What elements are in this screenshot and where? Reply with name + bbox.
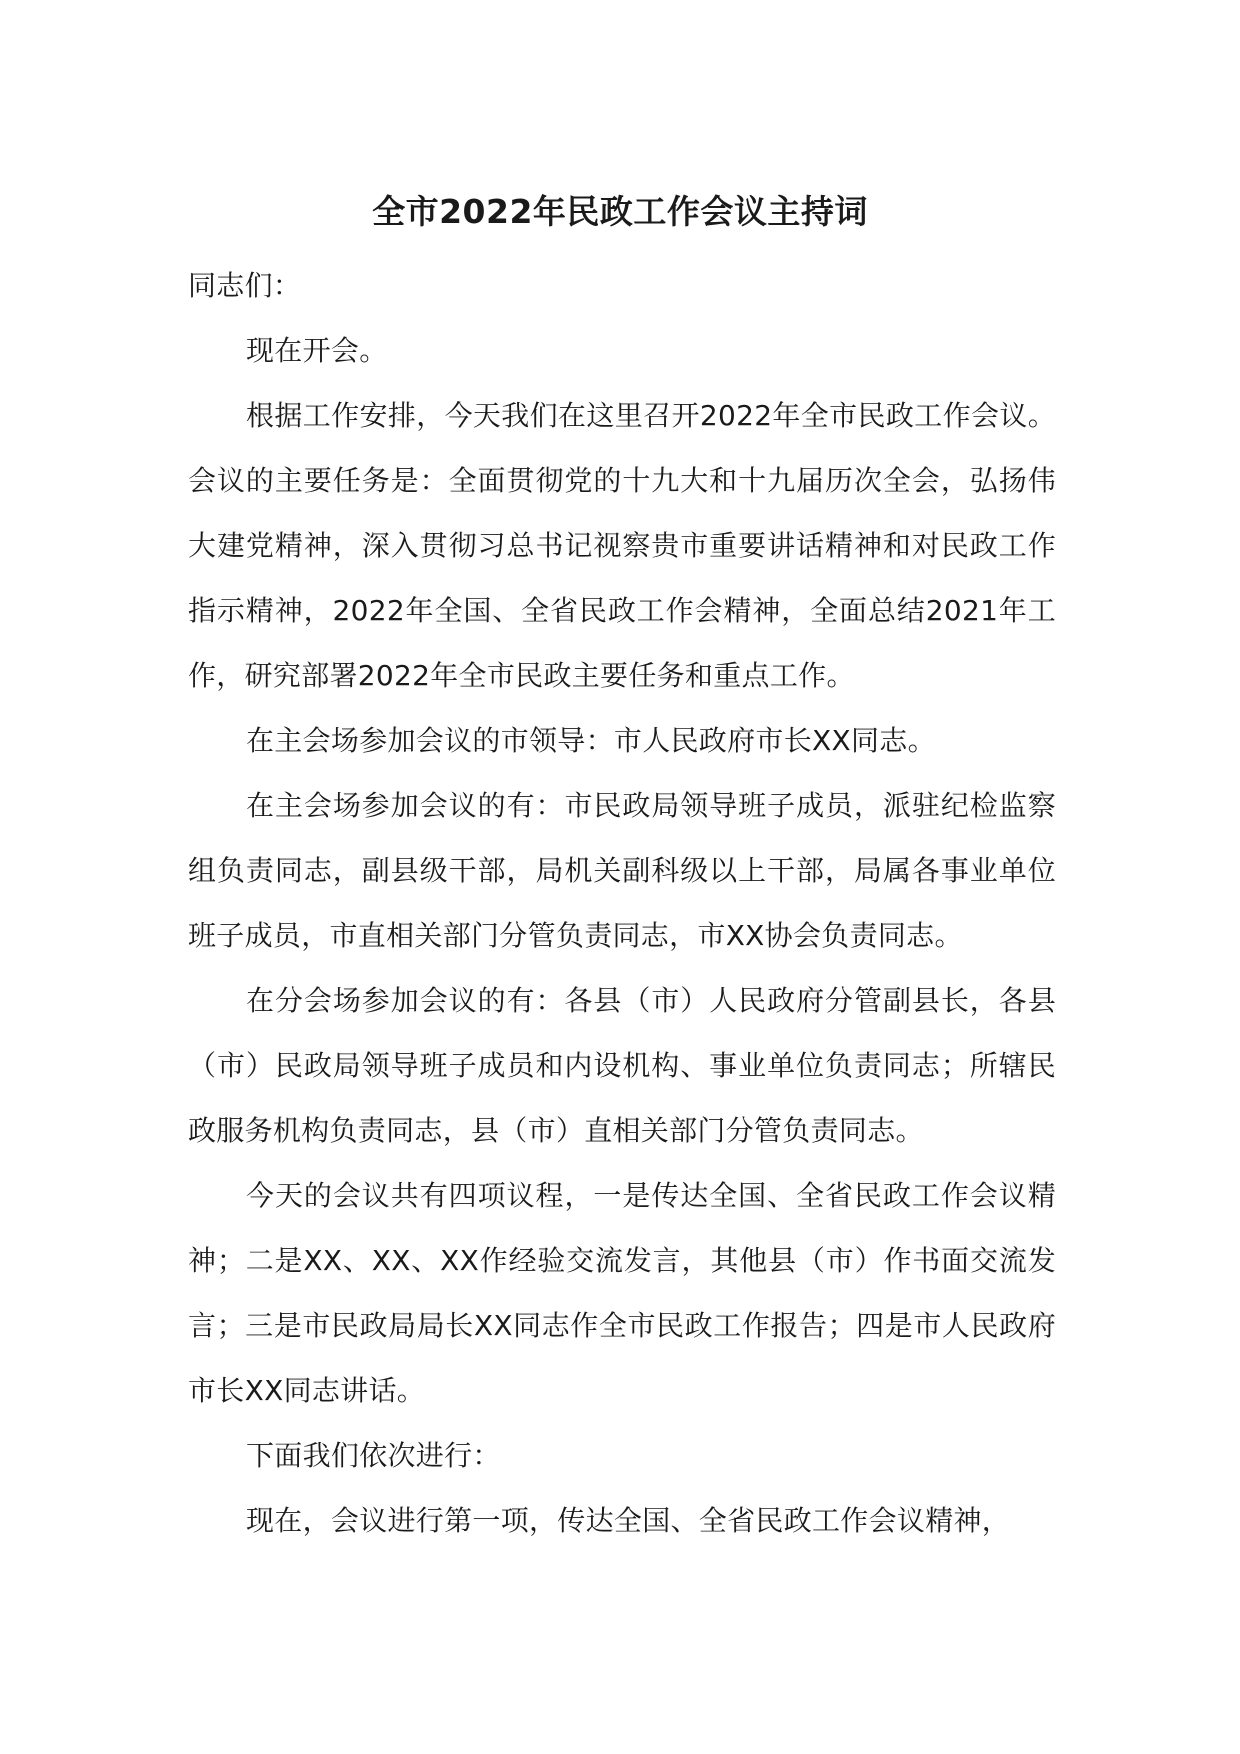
paragraph: 现在，会议进行第一项，传达全国、全省民政工作会议精神， [246,1504,1011,1537]
paragraph: 在分会场参加会议的有：各县（市）人民政府分管副县长，各县（市）民政局领导班子成员和内设机构、事业单位负责同志；所辖民政服务机构负责同志，县（市）直相关部门分管负责同志。 [188,984,1056,1147]
document-body [188,253,1056,1553]
paragraph: 根据工作安排，今天我们在这里召开2022年全市民政工作会议。会议的主要任务是：全面贯彻党的十九大和十九届历次全会，弘扬伟大建党精神，深入贯彻习总书记视察贵市重要讲话精神和对民政工作指示精神，2022年全国、全省民政工作会精神，全面总结2021年工作，研究部署2022年全市民政主要任务和重点工作。 [188,399,1056,692]
paragraph: 下面我们依次进行： [246,1439,501,1472]
salutation: 同志们： [188,269,302,302]
paragraph: 今天的会议共有四项议程，一是传达全国、全省民政工作会议精神；二是XX、XX、XX作经验交流发言，其他县（市）作书面交流发言；三是市民政局局长XX同志作全市民政工作报告；四是市人民政府市长XX同志讲话。 [188,1179,1056,1407]
paragraph: 在主会场参加会议的有：市民政局领导班子成员，派驻纪检监察组负责同志，副县级干部，局机关副科级以上干部，局属各事业单位班子成员，市直相关部门分管负责同志，市XX协会负责同志。 [188,789,1056,952]
paragraph: 在主会场参加会议的市领导：市人民政府市长XX同志。 [246,724,936,757]
paragraph: 现在开会。 [246,334,388,367]
document-title: 全市2022年民政工作会议主持词 [372,192,868,231]
